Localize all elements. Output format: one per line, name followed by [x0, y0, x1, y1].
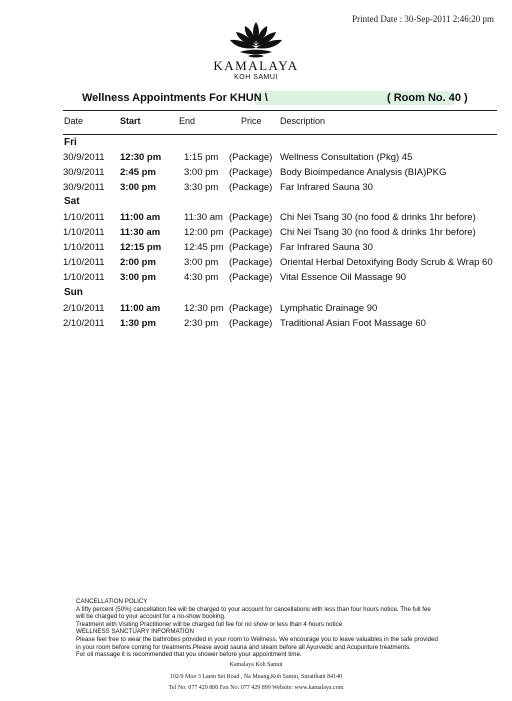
day-label-fri: Fri	[64, 137, 77, 148]
row-start: 3:00 pm	[120, 182, 156, 193]
table-row	[0, 257, 512, 271]
row-price: (Package)	[229, 182, 273, 193]
row-end: 3:30 pm	[184, 182, 219, 193]
row-end: 12:00 pm	[184, 227, 224, 238]
heading-title: Wellness Appointments For KHUN \	[82, 92, 268, 104]
brand-location: KOH SAMUI	[234, 74, 278, 81]
address-company: Kamalaya Koh Samui	[229, 662, 283, 668]
divider-top	[63, 110, 497, 111]
divider-header	[63, 134, 497, 135]
row-date: 30/9/2011	[63, 167, 105, 178]
address-contact: Tel No: 077 429 800 Fax No: 077 429 899 Website: www.kamalaya.com	[168, 685, 344, 691]
table-row	[0, 212, 512, 226]
row-description: Body Bioimpedance Analysis (BIA)PKG	[280, 167, 447, 178]
row-price: (Package)	[229, 212, 273, 223]
row-date: 1/10/2011	[63, 242, 105, 253]
row-start: 11:00 am	[120, 212, 161, 223]
brand-name: KAMALAYA	[213, 58, 299, 73]
row-price: (Package)	[229, 303, 273, 314]
row-description: Traditional Asian Foot Massage 60	[280, 318, 426, 329]
printed-date: Printed Date : 30-Sep-2011 2:46:20 pm	[352, 14, 494, 24]
policy-text: A fifty percent (50%) cancellation fee will be charged to your account for cancellations with less than four hours notice. The full fee	[76, 605, 431, 613]
row-end: 11:30 am	[184, 212, 223, 223]
row-end: 4:30 pm	[184, 272, 219, 283]
row-date: 2/10/2011	[63, 303, 105, 314]
footer-policy	[76, 598, 501, 659]
row-start: 11:30 am	[120, 227, 161, 238]
col-start: Start	[120, 116, 141, 126]
row-end: 12:30 pm	[184, 303, 224, 314]
day-label-sat: Sat	[64, 196, 80, 207]
day-label-sun: Sun	[64, 287, 83, 298]
row-date: 30/9/2011	[63, 182, 105, 193]
row-description: Vital Essence Oil Massage 90	[280, 272, 407, 283]
row-price: (Package)	[229, 227, 273, 238]
row-price: (Package)	[229, 152, 273, 163]
policy-text: Please feel free to wear the bathrobes provided in your room to Wellness. We encourage you to leave valuables in the safe provided	[76, 635, 438, 643]
sanctuary-info-heading: WELLNESS SANCTUARY INFORMATION	[76, 628, 194, 636]
policy-text: will be charged to your account for a no-show booking.	[76, 613, 226, 621]
row-price: (Package)	[229, 257, 273, 268]
row-start: 12:15 pm	[120, 242, 162, 253]
row-end: 12:45 pm	[184, 242, 224, 253]
col-end: End	[179, 116, 196, 126]
table-row	[0, 272, 512, 286]
row-price: (Package)	[229, 318, 273, 329]
row-description: Chi Nei Tsang 30 (no food & drinks 1hr before)	[280, 227, 476, 238]
appointments-heading	[82, 91, 482, 107]
row-description: Lymphatic Drainage 90	[280, 303, 378, 314]
row-start: 2:00 pm	[120, 257, 156, 268]
address-street: 102/9 Moo 3 Laem Set Road , Na Muang,Koh Samui, Suratthani 84140	[169, 674, 343, 680]
row-date: 1/10/2011	[63, 227, 105, 238]
row-description: Far Infrared Sauna 30	[280, 182, 373, 193]
row-price: (Package)	[229, 167, 273, 178]
row-price: (Package)	[229, 242, 273, 253]
table-row	[0, 227, 512, 241]
lotus-logo-icon	[226, 20, 286, 60]
row-description: Oriental Herbal Detoxifying Body Scrub & Wrap 60	[280, 257, 493, 268]
row-price: (Package)	[229, 272, 273, 283]
row-start: 1:30 pm	[120, 318, 156, 329]
row-date: 2/10/2011	[63, 318, 105, 329]
row-description: Chi Nei Tsang 30 (no food & drinks 1hr before)	[280, 212, 476, 223]
policy-text: in your room before coming for treatments.Please avoid sauna and steam before all Ayurvedic and Acupunture treatments.	[76, 643, 411, 651]
row-date: 1/10/2011	[63, 257, 105, 268]
row-start: 2:45 pm	[120, 167, 156, 178]
row-start: 11:00 am	[120, 303, 161, 314]
row-start: 12:30 pm	[120, 152, 162, 163]
row-description: Far Infrared Sauna 30	[280, 242, 373, 253]
row-date: 30/9/2011	[63, 152, 105, 163]
table-row	[0, 303, 512, 317]
table-row	[0, 152, 512, 166]
table-row	[0, 318, 512, 332]
row-date: 1/10/2011	[63, 272, 105, 283]
col-date: Date	[64, 116, 84, 126]
row-end: 3:00 pm	[184, 257, 219, 268]
policy-text: Treatment with Visiting Practitioner will be charged full fee for no show or less than 4 hours notice	[76, 620, 343, 628]
table-row	[0, 182, 512, 196]
col-price: Price	[241, 116, 262, 126]
row-end: 3:00 pm	[184, 167, 219, 178]
table-row	[0, 242, 512, 256]
row-end: 2:30 pm	[184, 318, 219, 329]
policy-text: For oil massage it is recommended that you shower before your appointment time.	[76, 651, 302, 659]
room-number: ( Room No. 40 )	[387, 92, 468, 104]
row-start: 3:00 pm	[120, 272, 156, 283]
row-end: 1:15 pm	[184, 152, 219, 163]
col-description: Description	[280, 116, 326, 126]
table-row	[0, 167, 512, 181]
row-description: Wellness Consultation (Pkg) 45	[280, 152, 413, 163]
row-date: 1/10/2011	[63, 212, 105, 223]
kamalaya-logo	[0, 20, 512, 81]
cancellation-policy-heading: CANCELLATION POLICY	[76, 598, 148, 605]
